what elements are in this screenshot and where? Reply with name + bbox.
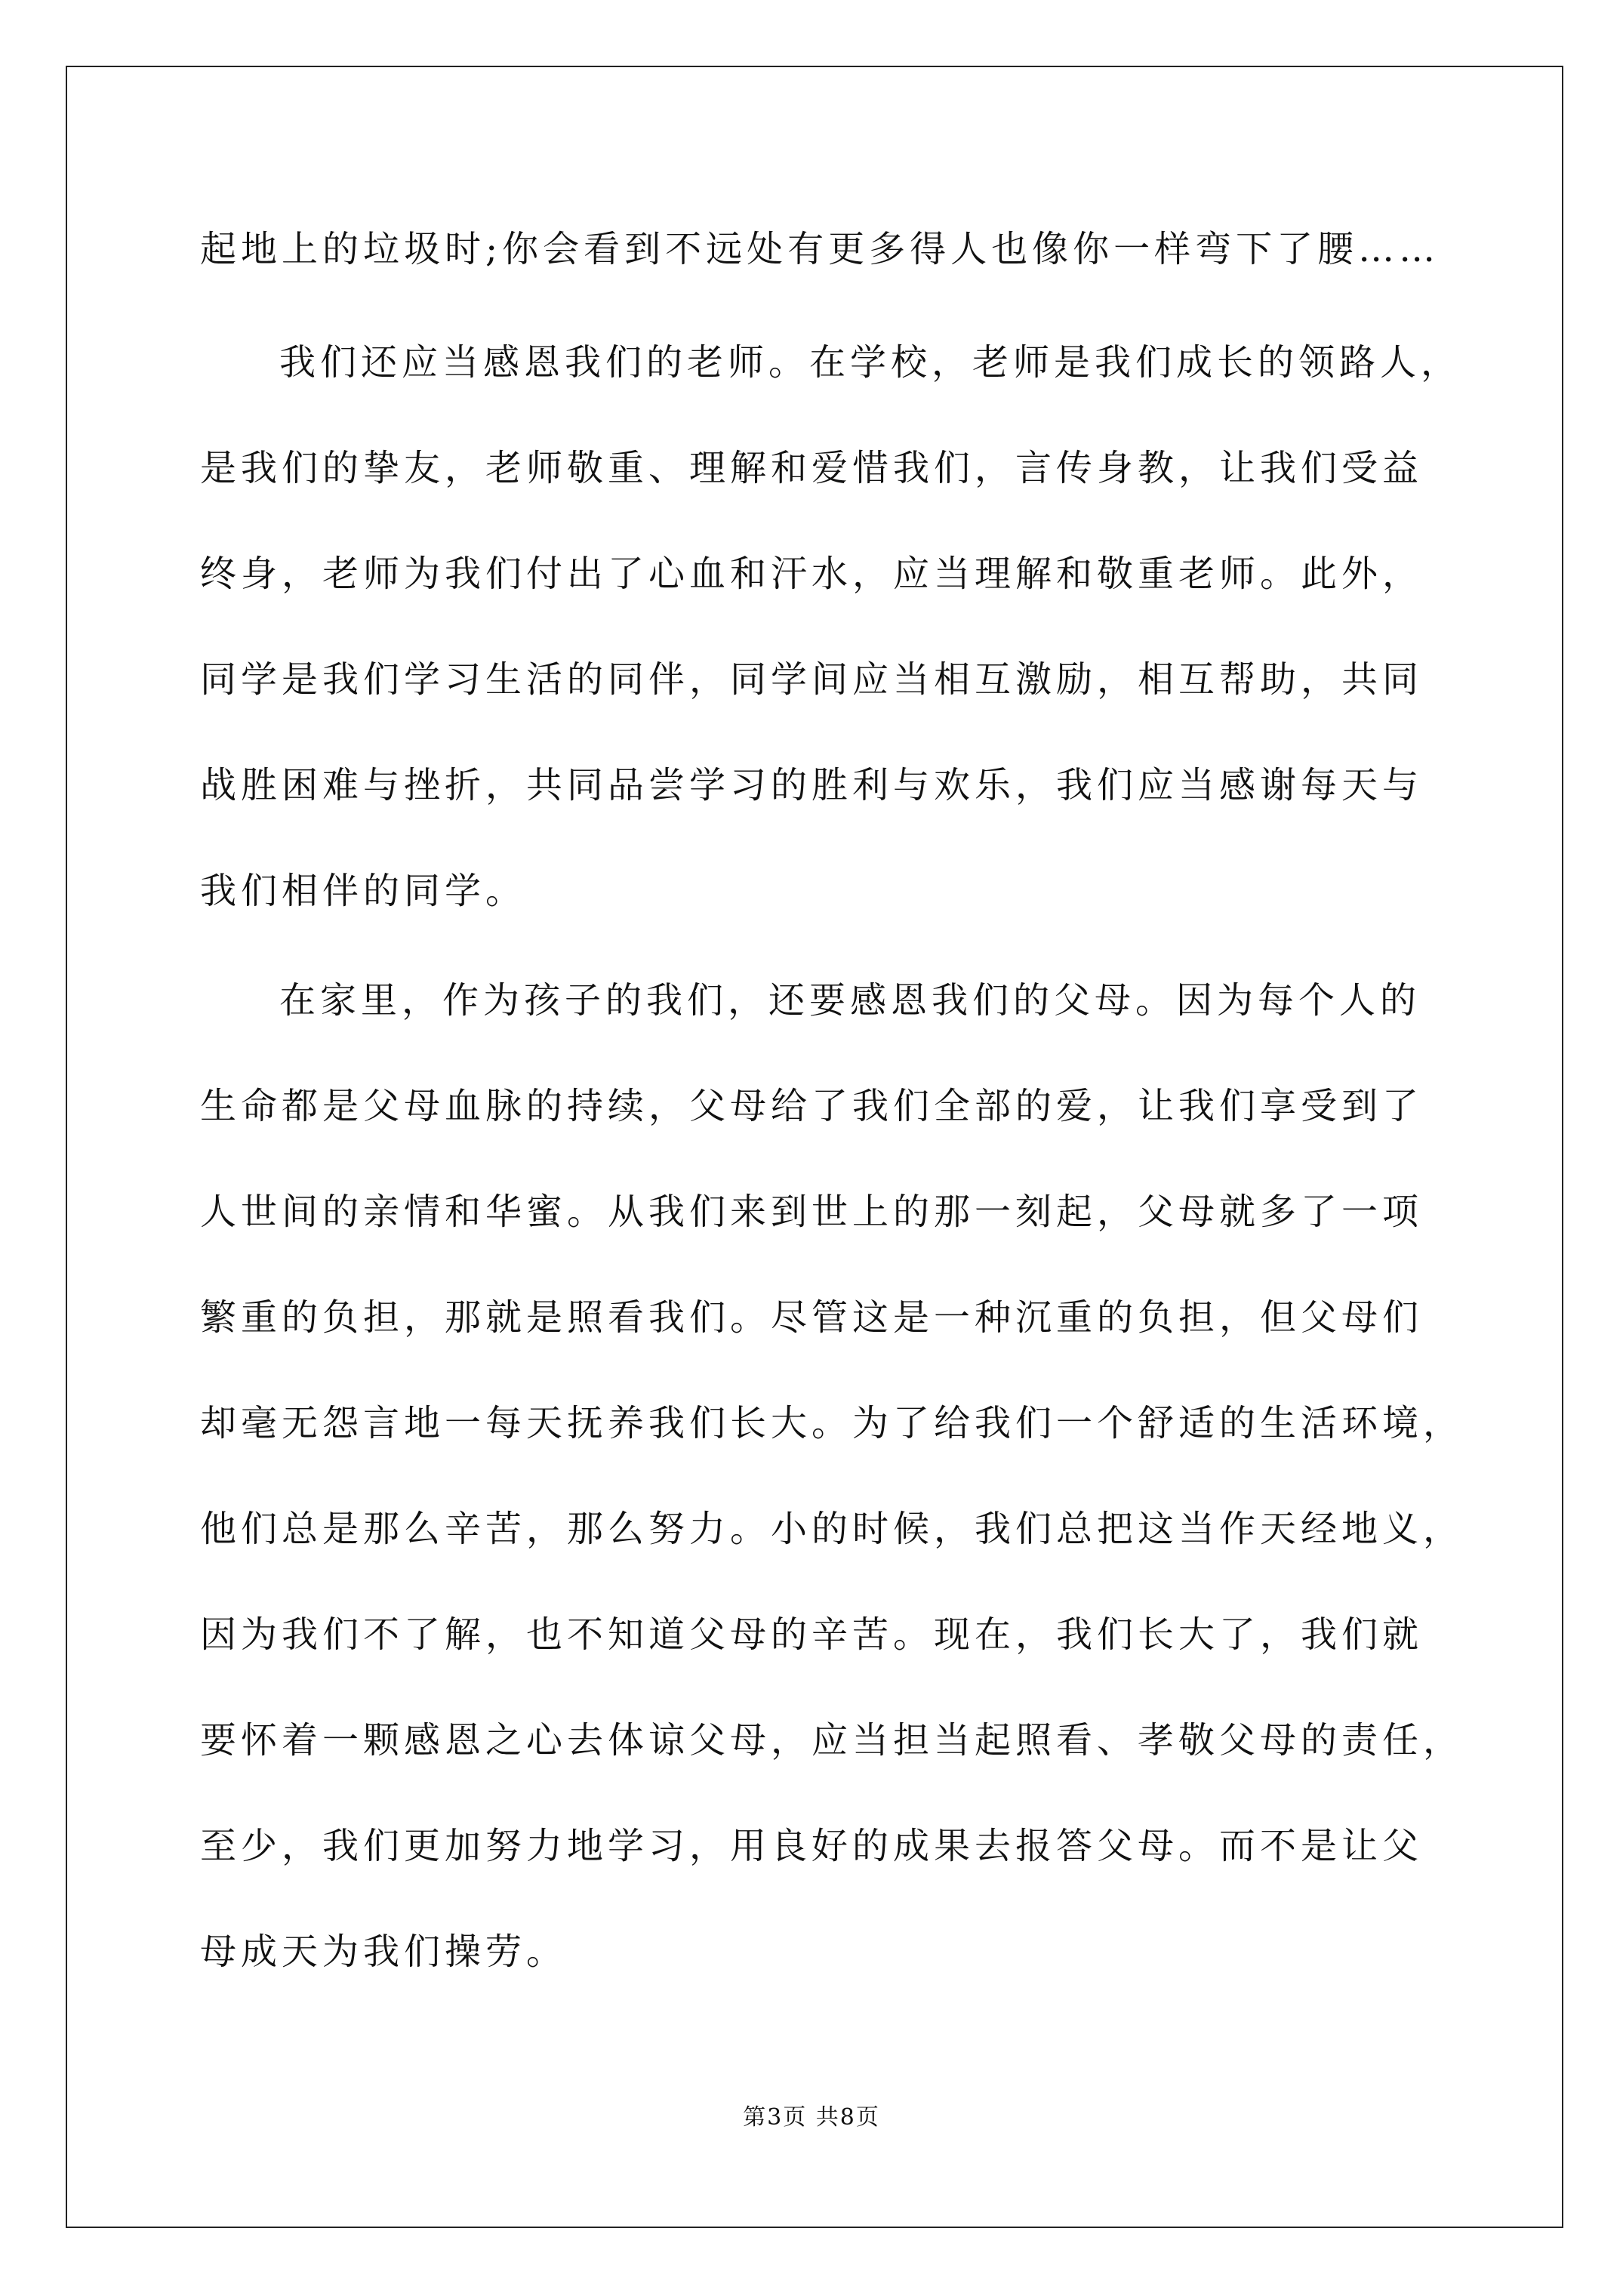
text-line-10: 人世间的亲情和华蜜。从我们来到世上的那一刻起，父母就多了一项 [200,1191,1424,1233]
text-line-9: 生命都是父母血脉的持续，父母给了我们全部的爱，让我们享受到了 [200,1085,1424,1127]
page-number-footer: 第3页 共8页 [743,2104,880,2131]
text-line-16: 至少，我们更加努力地学习，用良好的成果去报答父母。而不是让父 [200,1825,1424,1867]
text-line-14: 因为我们不了解，也不知道父母的辛苦。现在，我们长大了，我们就 [200,1613,1424,1656]
page-border [66,66,1563,2228]
text-line-4: 终身，老师为我们付出了心血和汗水，应当理解和敬重老师。此外， [200,553,1424,595]
text-line-11: 繁重的负担，那就是照看我们。尽管这是一种沉重的负担，但父母们 [200,1296,1424,1339]
text-line-15: 要怀着一颗感恩之心去体谅父母，应当担当起照看、孝敬父母的责任， [200,1719,1464,1761]
text-line-13: 他们总是那么辛苦，那么努力。小的时候，我们总把这当作天经地义， [200,1508,1464,1550]
text-line-2: 我们还应当感恩我们的老师。在学校，老师是我们成长的领路人， [279,341,1462,384]
text-line-17: 母成天为我们操劳。 [200,1931,568,1973]
text-line-7: 我们相伴的同学。 [200,870,527,912]
text-line-6: 战胜困难与挫折，共同品尝学习的胜利与欢乐，我们应当感谢每天与 [200,764,1424,806]
text-line-12: 却毫无怨言地一每天抚养我们长大。为了给我们一个舒适的生活环境， [200,1402,1464,1444]
text-line-1: 起地上的垃圾时;你会看到不远处有更多得人也像你一样弯下了腰…… [200,228,1440,270]
text-line-8: 在家里，作为孩子的我们，还要感恩我们的父母。因为每个人的 [279,979,1421,1022]
text-line-3: 是我们的挚友，老师敬重、理解和爱惜我们，言传身教，让我们受益 [200,447,1424,489]
text-line-5: 同学是我们学习生活的同伴，同学间应当相互激励，相互帮助，共同 [200,658,1424,701]
